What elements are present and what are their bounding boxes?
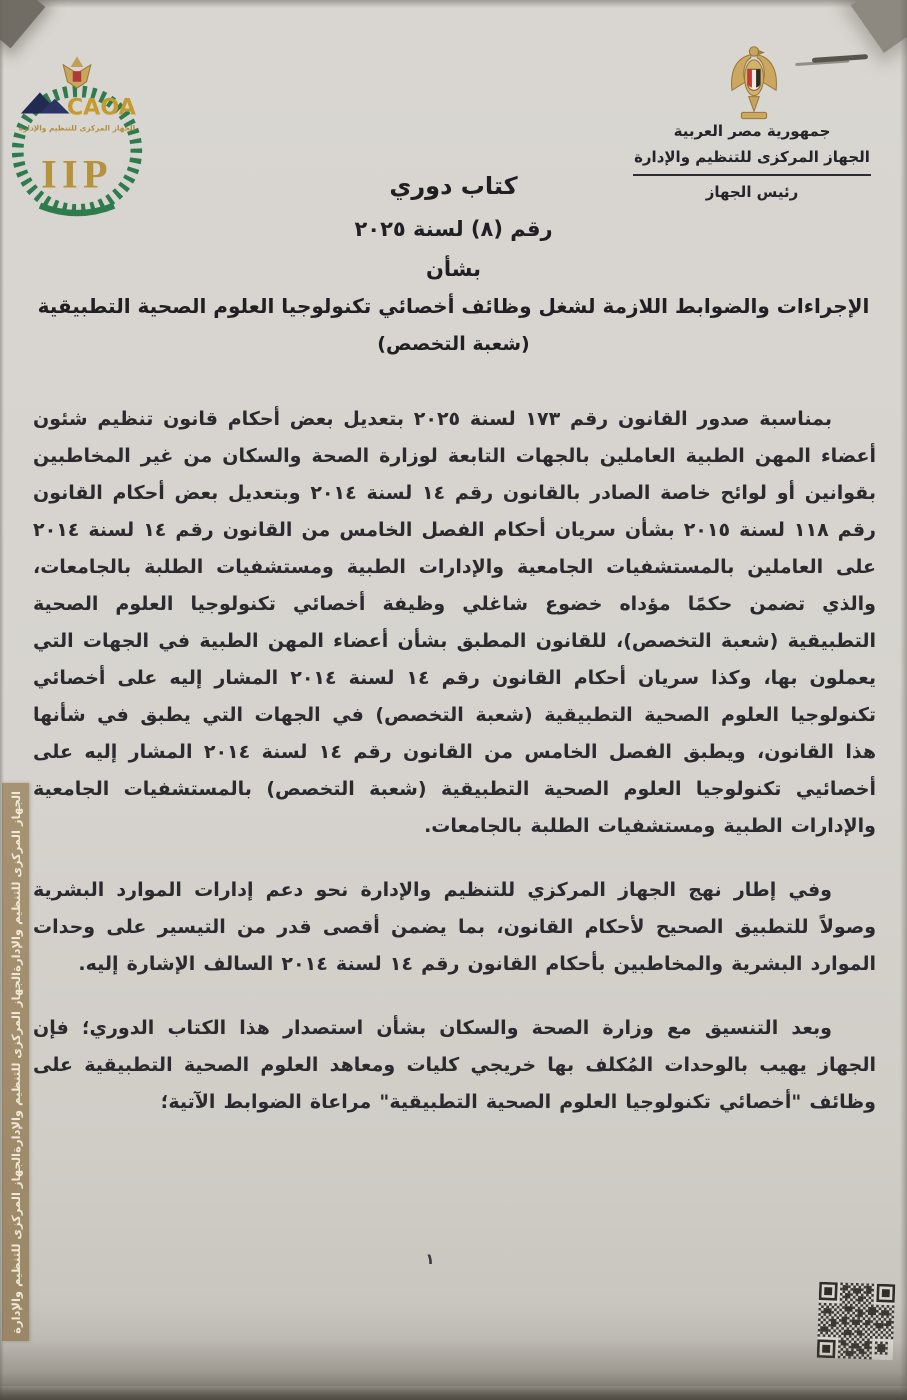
iip-text: IIP	[41, 151, 113, 197]
pen-mark	[812, 54, 868, 63]
side-strip-text: الجهاز المركزى للتنظيم والإدارة	[8, 971, 23, 1153]
qr-code-icon	[817, 1282, 896, 1361]
subject-title: الإجراءات والضوابط اللازمة لشغل وظائف أخصائي تكنولوجيا العلوم الصحية التطبيقية	[37, 294, 870, 318]
title-block	[0, 172, 907, 355]
scan-edge-top	[0, 0, 907, 8]
logo-agency-arabic: الجهاز المركزى للتنظيم والإدارة	[18, 123, 136, 133]
agency-name: الجهاز المركزى للتنظيم والإدارة	[634, 148, 870, 166]
subject-division: (شعبة التخصص)	[377, 333, 530, 355]
signer-title: رئيس الجهاز	[705, 183, 799, 201]
scan-corner-top-left	[0, 0, 45, 48]
side-strip-text: الجهاز المركزى للتنظيم والإدارة	[8, 791, 23, 972]
paragraph-3: وبعد التنسيق مع وزارة الصحة والسكان بشأن استصدار هذا الكتاب الدوري؛ فإن الجهاز يهيب بالوحدات المُكلف بها خريجي كليات ومعاهد العلوم الصحية التطبيقية على وظائف "أخصائي تكنولوجيا العلوم الصحية التطبيقية" مراعاة الضوابط الآتية؛	[33, 1017, 876, 1113]
regarding-label: بشأن	[425, 257, 482, 281]
flag-shield-icon	[748, 69, 761, 90]
paragraph-1: بمناسبة صدور القانون رقم ١٧٣ لسنة ٢٠٢٥ بتعديل بعض أحكام قانون تنظيم شئون أعضاء المهن الطبية العاملين بالجهات التابعة لوزارة الصحة والسكان من غير المخاطبين بقوانين أو لوائح خاصة الصادر بالقانون رقم ١٤ لسنة ٢٠١٤ وبتعديل بعض أحكام القانون رقم ١١٨ لسنة ٢٠١٥ بشأن سريان أحكام الفصل الخامس من القانون رقم ١٤ لسنة ٢٠١٤ على العاملين بالمستشفيات الجامعية والإدارات الطبية ومستشفيات الطلبة بالجامعات، والذي تضمن حكمًا مؤداه خضوع شاغلي وظيفة أخصائي تكنولوجيا العلوم الصحية التطبيقية (شعبة التخصص)، للقانون المطبق بشأن أعضاء المهن الطبية في الجهات التي يعملون بها، وكذا سريان أحكام القانون رقم ١٤ لسنة ٢٠١٤ المشار إليه على أخصائي تكنولوجيا العلوم الصحية التطبيقية (شعبة التخصص) في الجهات التي يطبق في شأنها هذا القانون، ويطبق الفصل الخامس من القانون رقم ١٤ لسنة ٢٠١٤ المشار إليه على أخصائيي تكنولوجيا العلوم الصحية التطبيقية (شعبة التخصص) بالمستشفيات الجامعية والإدارات الطبية ومستشفيات الطلبة بالجامعات.	[33, 408, 876, 837]
doc-type-title: كتاب دوري	[389, 172, 518, 200]
paragraph-2: وفي إطار نهج الجهاز المركزي للتنظيم والإدارة نحو دعم إدارات الموارد البشرية وصولاً للتطبيق الصحيح لأحكام القانون، بما يضمن أقصى قدر من التيسير على وحدات الموارد البشرية والمخاطبين بأحكام القانون رقم ١٤ لسنة ٢٠١٤ السالف الإشارة إليه.	[33, 879, 876, 975]
document-body	[33, 401, 876, 1121]
doc-number: رقم (٨) لسنة ٢٠٢٥	[354, 217, 553, 241]
egypt-eagle-icon	[722, 42, 786, 126]
small-eagle-icon	[63, 56, 91, 88]
country-name: جمهورية مصر العربية	[673, 122, 831, 140]
page-number: ١	[425, 1250, 435, 1268]
scan-shadow-bottom	[0, 1340, 907, 1386]
scan-edge-bottom	[0, 1384, 907, 1400]
side-strip-text: الجهاز المركزى للتنظيم والإدارة	[8, 1152, 23, 1334]
scan-corner-top-right	[851, 0, 907, 53]
caoa-text: CAOA	[66, 94, 136, 121]
